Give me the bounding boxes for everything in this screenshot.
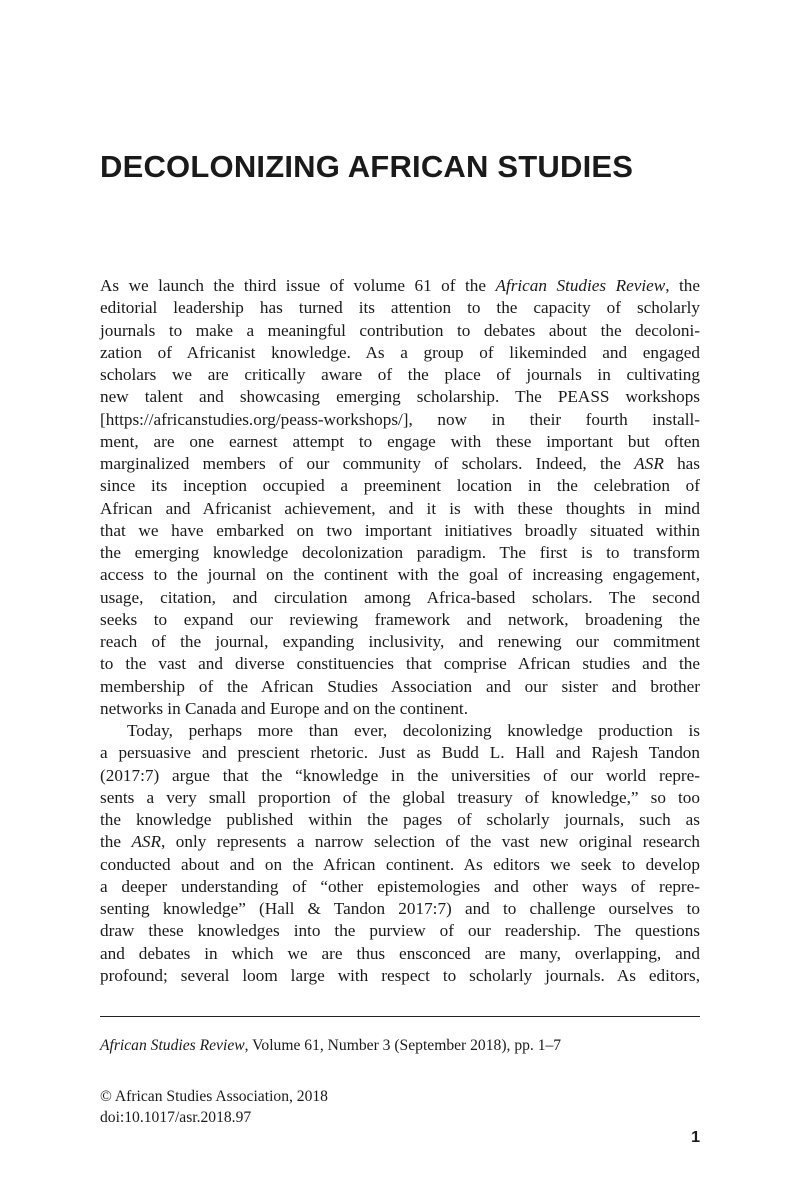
text-line: reach of the journal, expanding inclusivity, and renewing our commitment xyxy=(100,632,700,651)
journal-abbreviation: ASR xyxy=(131,832,162,852)
text-line: the knowledge published within the pages of scholarly journals, such as xyxy=(100,810,700,829)
article-body xyxy=(100,275,700,987)
text-line: As we launch the third issue of volume 61 of the African Studies Review, the xyxy=(100,276,701,295)
journal-title: African Studies Review xyxy=(495,276,666,295)
text-line: access to the journal on the continent with the goal of increasing engagement, xyxy=(100,565,700,585)
text-line: seeks to expand our reviewing framework and network, broadening the xyxy=(100,609,700,629)
text-line: senting knowledge” (Hall & Tandon 2017:7) and to challenge ourselves to xyxy=(100,899,700,918)
text-line: marginalized members of our community of scholars. Indeed, the ASR has xyxy=(100,454,700,473)
text-line: conducted about and on the African continent. As editors we seek to develop xyxy=(100,854,700,874)
text-line: membership of the African Studies Association and our sister and brother xyxy=(100,676,700,696)
copyright-block xyxy=(100,1086,328,1128)
text-line: since its inception occupied a preeminent location in the celebration of xyxy=(100,476,700,496)
text-line: a persuasive and prescient rhetoric. Just as Budd L. Hall and Rajesh Tandon xyxy=(100,743,700,763)
text-line: zation of Africanist knowledge. As a group of likeminded and engaged xyxy=(100,342,700,362)
text-line: profound; several loom large with respect to scholarly journals. As editors, xyxy=(100,965,700,985)
article-title: DECOLONIZING AFRICAN STUDIES xyxy=(100,149,634,184)
text-line: and debates in which we are thus ensconced are many, overlapping, and xyxy=(100,943,700,963)
paragraph-2 xyxy=(100,720,700,987)
text-line: networks in Canada and Europe and on the continent. xyxy=(100,698,468,718)
text-line: the ASR, only represents a narrow selection of the vast new original research xyxy=(100,832,701,852)
text-line: (2017:7) argue that the “knowledge in the universities of our world repre- xyxy=(100,765,700,785)
text-line: African and Africanist achievement, and it is with these thoughts in mind xyxy=(100,498,700,518)
text-line: new talent and showcasing emerging scholarship. The PEASS workshops xyxy=(100,387,700,407)
text-line: that we have embarked on two important initiatives broadly situated within xyxy=(100,520,700,540)
text-line: scholars we are critically aware of the place of journals in cultivating xyxy=(100,365,700,384)
doi: doi:10.1017/asr.2018.97 xyxy=(100,1109,252,1126)
text-line: usage, citation, and circulation among Africa-based scholars. The second xyxy=(100,587,700,607)
text-line: Today, perhaps more than ever, decolonizing knowledge production is xyxy=(127,721,700,740)
text-line: sents a very small proportion of the global treasury of knowledge,” so too xyxy=(100,787,700,807)
text-line: ment, are one earnest attempt to engage with these important but often xyxy=(100,431,700,451)
footer-divider xyxy=(100,1016,700,1017)
copyright-notice: © African Studies Association, 2018 xyxy=(100,1088,328,1105)
text-line: a deeper understanding of “other epistemologies and other ways of repre- xyxy=(100,876,700,896)
text-line: editorial leadership has turned its attention to the capacity of scholarly xyxy=(100,298,700,318)
citation-journal-title: African Studies Review xyxy=(100,1037,245,1054)
journal-abbreviation: ASR xyxy=(634,454,664,473)
text-line: the emerging knowledge decolonization paradigm. The first is to transform xyxy=(100,543,700,562)
text-line: draw these knowledges into the purview of our readership. The questions xyxy=(100,921,700,941)
text-line: to the vast and diverse constituencies that comprise African studies and the xyxy=(100,654,700,674)
page-number: 1 xyxy=(691,1129,700,1146)
text-line: journals to make a meaningful contribution to debates about the decoloni- xyxy=(100,320,700,340)
paragraph-1 xyxy=(100,275,700,720)
text-line: [https://africanstudies.org/peass-workshops/], now in their fourth install- xyxy=(100,409,700,429)
journal-citation: African Studies Review, Volume 61, Number 3 (September 2018), pp. 1–7 xyxy=(100,1037,562,1054)
